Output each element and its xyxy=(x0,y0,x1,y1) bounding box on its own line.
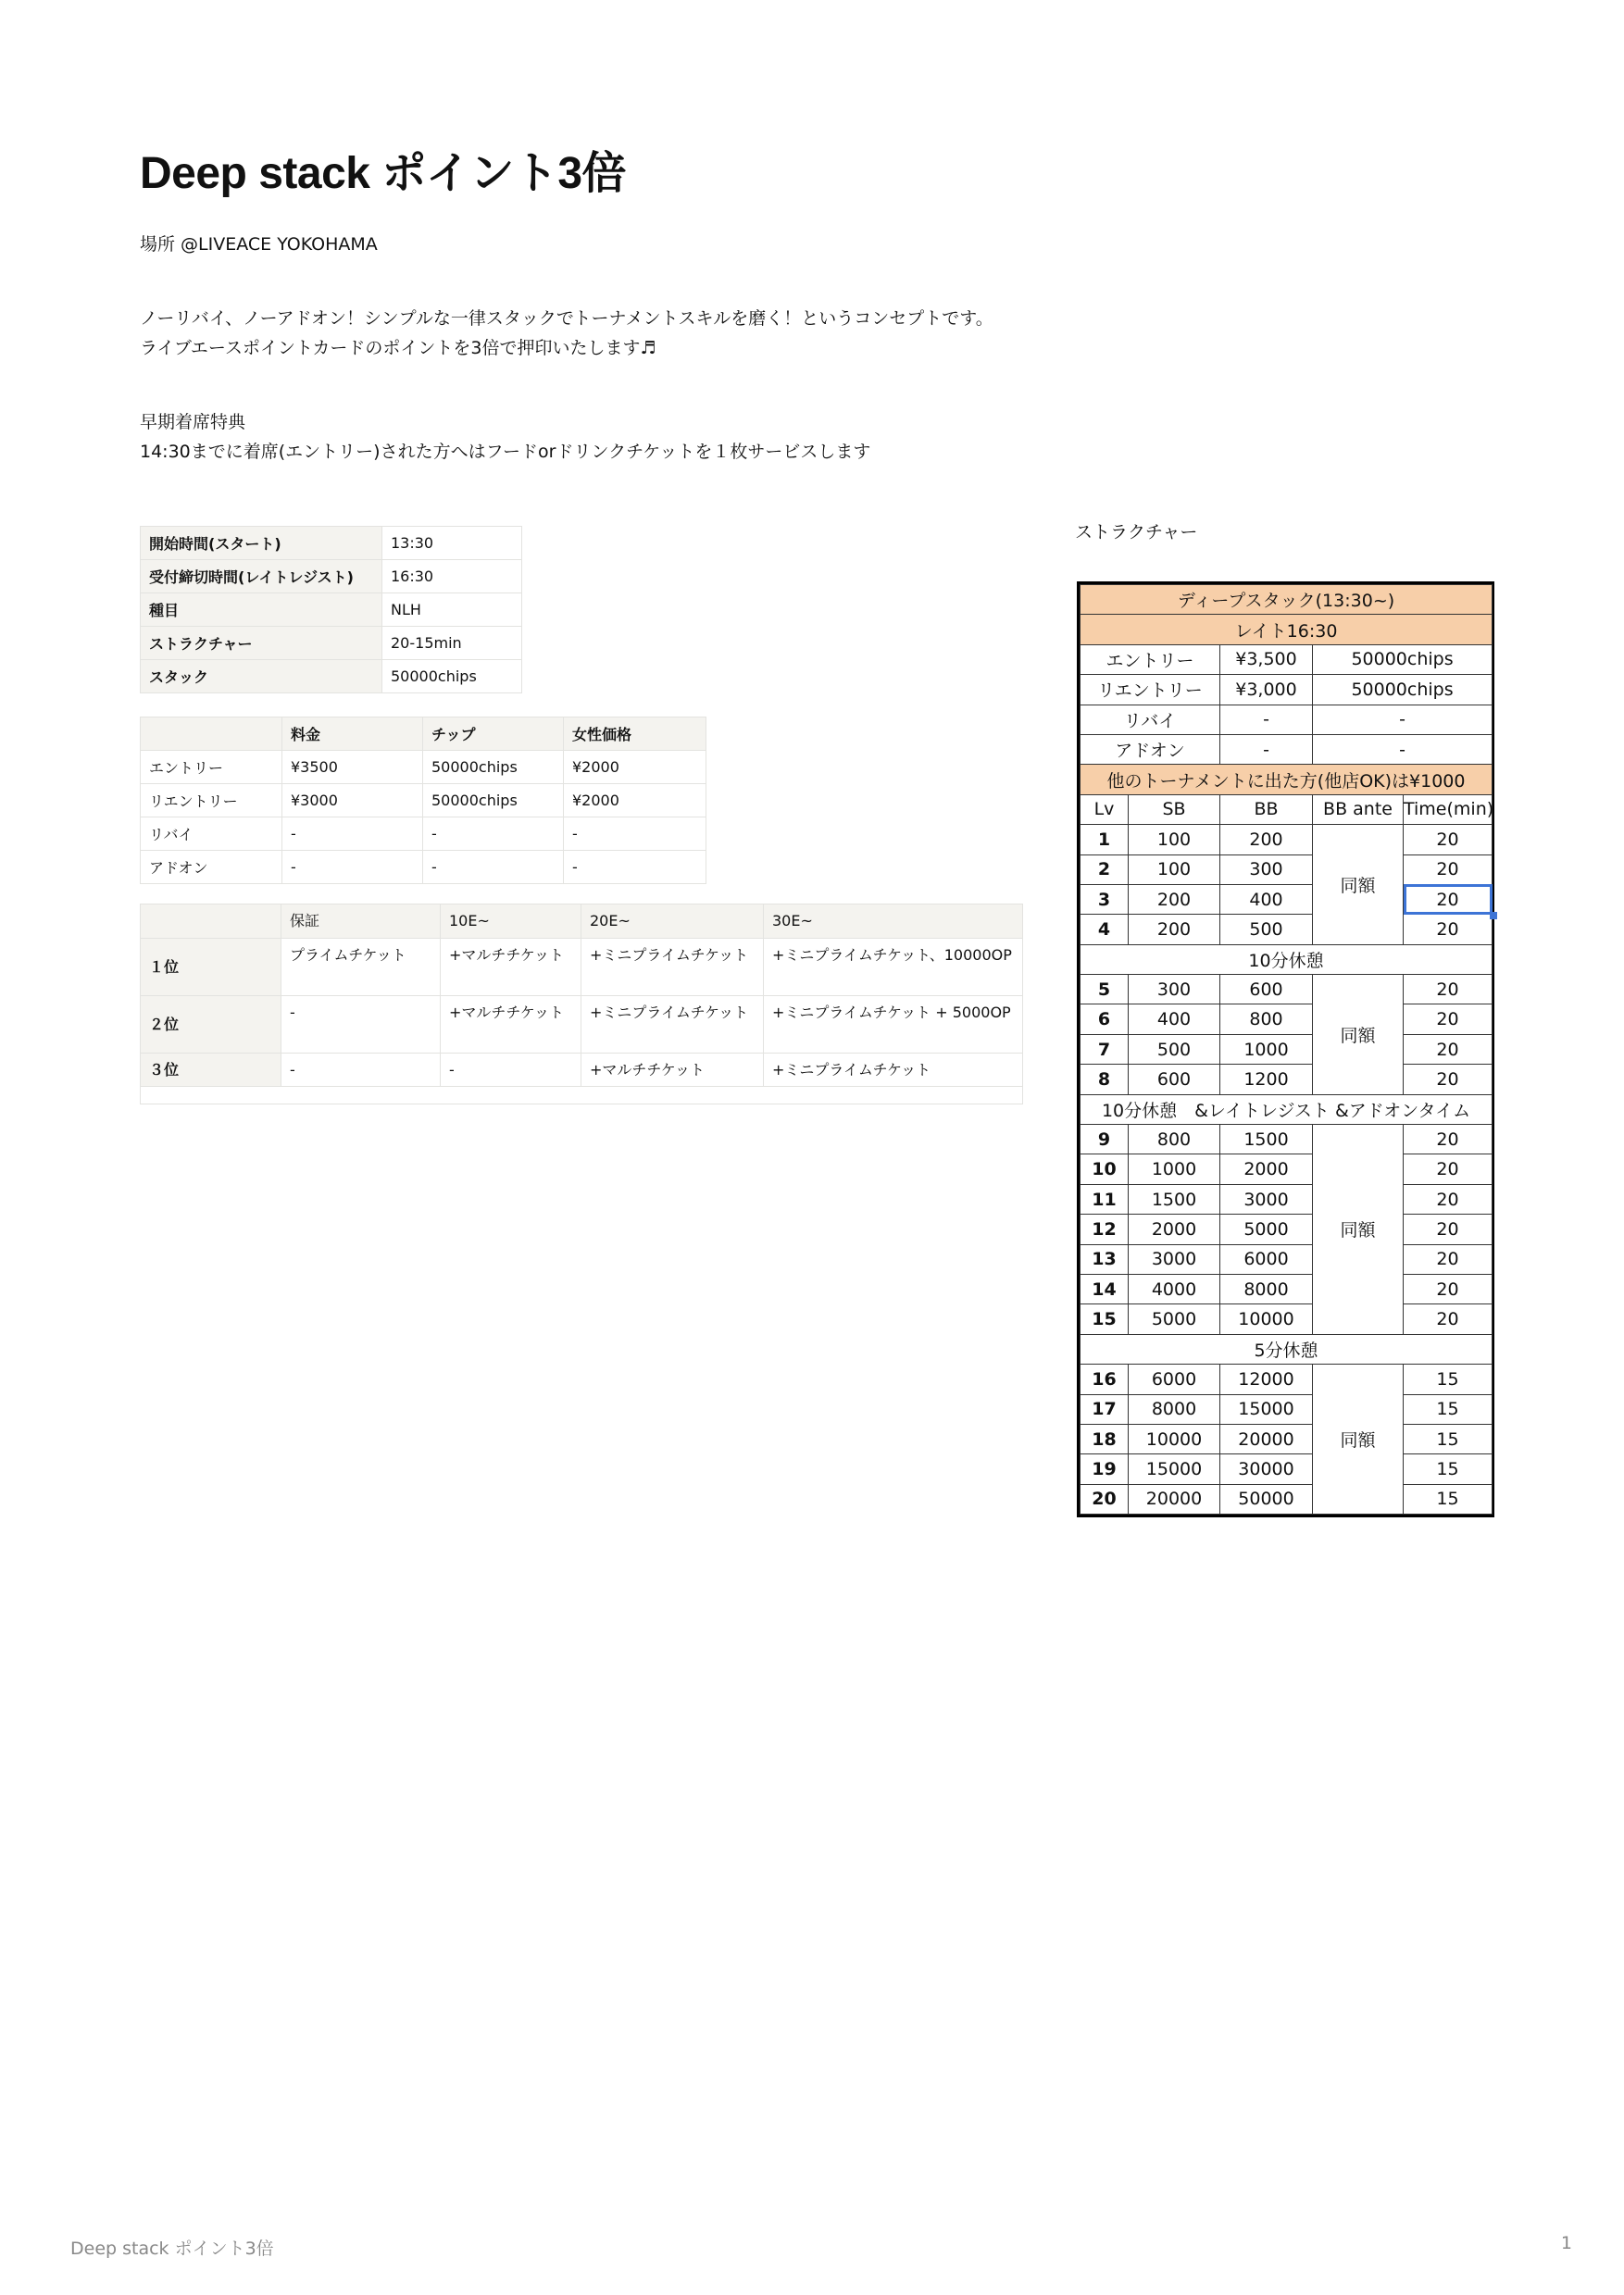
prize-spacer-row xyxy=(141,1087,1023,1104)
fee-cell: - xyxy=(282,851,423,884)
structure-fee-row xyxy=(1081,705,1493,734)
info-value: NLH xyxy=(382,593,522,627)
level-number: 19 xyxy=(1081,1454,1129,1484)
early-bonus-heading: 早期着席特典 xyxy=(140,412,246,432)
info-value: 50000chips xyxy=(382,660,522,693)
level-sb: 1500 xyxy=(1129,1184,1220,1214)
level-time: 20 xyxy=(1404,915,1493,944)
page-number: 1 xyxy=(1560,2233,1572,2253)
prize-table xyxy=(140,904,1023,1104)
tournament-info-table xyxy=(140,526,522,693)
level-number: 11 xyxy=(1081,1184,1129,1214)
prize-spacer xyxy=(141,1087,1023,1104)
level-sb: 200 xyxy=(1129,884,1220,914)
level-number: 13 xyxy=(1081,1244,1129,1274)
level-sb: 100 xyxy=(1129,825,1220,854)
prize-cell: +ミニプライムチケット、10000OP xyxy=(764,939,1023,996)
page-title: Deep stack ポイント3倍 xyxy=(140,149,627,198)
fee-row xyxy=(141,851,706,884)
structure-header-row xyxy=(1081,794,1493,824)
prize-cell: +ミニプライムチケット xyxy=(581,939,764,996)
fee-cell: - xyxy=(423,851,564,884)
fee-row xyxy=(141,817,706,851)
structure-fee-label: リエントリー xyxy=(1081,675,1220,705)
level-sb: 200 xyxy=(1129,915,1220,944)
level-time: 20 xyxy=(1404,1154,1493,1184)
fee-cell: - xyxy=(564,851,706,884)
level-bb-ante: 同額 xyxy=(1313,825,1404,945)
level-sb: 300 xyxy=(1129,975,1220,1004)
level-number: 7 xyxy=(1081,1034,1129,1064)
structure-level-row xyxy=(1081,1424,1493,1453)
footer-title: Deep stack ポイント3倍 xyxy=(70,2239,274,2259)
level-time: 20 xyxy=(1404,1004,1493,1034)
structure-fee-label: アドオン xyxy=(1081,734,1220,764)
structure-header-cell: BB ante xyxy=(1313,794,1404,824)
structure-fee-price: ¥3,000 xyxy=(1220,675,1313,705)
prize-cell: - xyxy=(281,1054,441,1087)
fee-cell: リエントリー xyxy=(141,784,282,817)
structure-title: ディープスタック(13:30~) xyxy=(1081,585,1493,615)
prize-header-cell: 保証 xyxy=(281,904,441,939)
level-number: 15 xyxy=(1081,1304,1129,1334)
level-sb: 8000 xyxy=(1129,1394,1220,1424)
fee-row xyxy=(141,751,706,784)
early-bonus xyxy=(140,407,870,467)
level-time: 20 xyxy=(1404,975,1493,1004)
fee-cell: - xyxy=(423,817,564,851)
structure-late-row xyxy=(1081,615,1493,644)
prize-row xyxy=(141,1054,1023,1087)
prize-header-cell: 30E~ xyxy=(764,904,1023,939)
structure-break: 10分休憩 &レイトレジスト &アドオンタイム xyxy=(1081,1094,1493,1124)
level-time: 20 xyxy=(1404,1065,1493,1094)
fee-row xyxy=(141,784,706,817)
level-sb: 800 xyxy=(1129,1125,1220,1154)
level-number: 17 xyxy=(1081,1394,1129,1424)
info-value: 20-15min xyxy=(382,627,522,660)
structure-break-row xyxy=(1081,944,1493,974)
level-bb-ante: 同額 xyxy=(1313,1365,1404,1515)
structure-sheet xyxy=(1077,581,1494,1517)
structure-level-row xyxy=(1081,1034,1493,1064)
description-line: ライブエースポイントカードのポイントを3倍で押印いたします♬ xyxy=(140,338,656,358)
structure-level-row xyxy=(1081,1304,1493,1334)
level-number: 4 xyxy=(1081,915,1129,944)
level-number: 10 xyxy=(1081,1154,1129,1184)
prize-cell: +ミニプライムチケット xyxy=(764,1054,1023,1087)
structure-label: ストラクチャー xyxy=(1075,522,1198,543)
structure-level-row xyxy=(1081,1274,1493,1303)
level-time: 20 xyxy=(1404,854,1493,884)
level-sb: 400 xyxy=(1129,1004,1220,1034)
level-sb: 5000 xyxy=(1129,1304,1220,1334)
structure-level-row xyxy=(1081,1215,1493,1244)
level-bb: 300 xyxy=(1220,854,1313,884)
structure-header-cell: Time(min) xyxy=(1404,794,1493,824)
level-time: 20 xyxy=(1404,1125,1493,1154)
level-bb: 20000 xyxy=(1220,1424,1313,1453)
level-number: 20 xyxy=(1081,1484,1129,1514)
level-time: 20 xyxy=(1404,1184,1493,1214)
structure-level-row xyxy=(1081,1125,1493,1154)
structure-level-row xyxy=(1081,1244,1493,1274)
fee-cell: ¥2000 xyxy=(564,751,706,784)
structure-table xyxy=(1080,584,1493,1515)
description xyxy=(140,304,993,363)
level-bb: 800 xyxy=(1220,1004,1313,1034)
level-bb: 600 xyxy=(1220,975,1313,1004)
prize-row xyxy=(141,939,1023,996)
structure-fee-label: エントリー xyxy=(1081,644,1220,674)
prize-rank: ３位 xyxy=(141,1054,281,1087)
info-row xyxy=(141,560,522,593)
fee-cell: 50000chips xyxy=(423,751,564,784)
level-time: 20 xyxy=(1404,1215,1493,1244)
fee-cell: - xyxy=(564,817,706,851)
prize-header-row xyxy=(141,904,1023,939)
structure-break-row xyxy=(1081,1334,1493,1364)
level-bb: 10000 xyxy=(1220,1304,1313,1334)
prize-cell: - xyxy=(281,996,441,1054)
level-sb: 15000 xyxy=(1129,1454,1220,1484)
level-sb: 2000 xyxy=(1129,1215,1220,1244)
level-time: 15 xyxy=(1404,1484,1493,1514)
early-bonus-text: 14:30までに着席(エントリー)された方へはフードorドリンクチケットを１枚サービスします xyxy=(140,442,871,462)
structure-level-row xyxy=(1081,854,1493,884)
structure-level-row xyxy=(1081,1065,1493,1094)
level-bb: 500 xyxy=(1220,915,1313,944)
info-value: 16:30 xyxy=(382,560,522,593)
prize-cell: +ミニプライムチケット xyxy=(581,996,764,1054)
level-time: 15 xyxy=(1404,1424,1493,1453)
level-bb-ante: 同額 xyxy=(1313,1125,1404,1335)
fee-header-row xyxy=(141,717,706,751)
level-bb: 1200 xyxy=(1220,1065,1313,1094)
structure-fee-price: - xyxy=(1220,734,1313,764)
level-bb: 200 xyxy=(1220,825,1313,854)
structure-title-row xyxy=(1081,585,1493,615)
level-time: 20 xyxy=(1404,884,1493,914)
level-number: 14 xyxy=(1081,1274,1129,1303)
level-time: 20 xyxy=(1404,1034,1493,1064)
level-number: 18 xyxy=(1081,1424,1129,1453)
prize-cell: +マルチチケット xyxy=(581,1054,764,1087)
structure-level-row xyxy=(1081,1484,1493,1514)
structure-level-row xyxy=(1081,825,1493,854)
structure-level-row xyxy=(1081,1394,1493,1424)
level-time: 20 xyxy=(1404,825,1493,854)
structure-fee-chips: - xyxy=(1313,705,1493,734)
structure-level-row xyxy=(1081,1004,1493,1034)
level-number: 3 xyxy=(1081,884,1129,914)
level-bb: 1000 xyxy=(1220,1034,1313,1064)
fee-cell: ¥2000 xyxy=(564,784,706,817)
level-bb: 15000 xyxy=(1220,1394,1313,1424)
structure-fee-chips: 50000chips xyxy=(1313,675,1493,705)
prize-header-cell: 10E~ xyxy=(441,904,581,939)
structure-level-row xyxy=(1081,975,1493,1004)
structure-header-cell: BB xyxy=(1220,794,1313,824)
structure-level-row xyxy=(1081,1184,1493,1214)
prize-row xyxy=(141,996,1023,1054)
prize-header-cell: 20E~ xyxy=(581,904,764,939)
info-label: 受付締切時間(レイトレジスト) xyxy=(141,560,382,593)
structure-late: レイト16:30 xyxy=(1081,615,1493,644)
level-time: 20 xyxy=(1404,1274,1493,1303)
prize-header-cell xyxy=(141,904,281,939)
level-number: 2 xyxy=(1081,854,1129,884)
structure-fee-chips: - xyxy=(1313,734,1493,764)
structure-break: 10分休憩 xyxy=(1081,944,1493,974)
fee-cell: 50000chips xyxy=(423,784,564,817)
structure-level-row xyxy=(1081,1365,1493,1394)
prize-cell: +マルチチケット xyxy=(441,939,581,996)
structure-level-row xyxy=(1081,1454,1493,1484)
level-bb: 50000 xyxy=(1220,1484,1313,1514)
prize-cell: +ミニプライムチケット + 5000OP xyxy=(764,996,1023,1054)
level-bb: 2000 xyxy=(1220,1154,1313,1184)
level-bb: 3000 xyxy=(1220,1184,1313,1214)
level-sb: 3000 xyxy=(1129,1244,1220,1274)
prize-rank: １位 xyxy=(141,939,281,996)
structure-level-row xyxy=(1081,915,1493,944)
fee-cell: ¥3000 xyxy=(282,784,423,817)
level-sb: 600 xyxy=(1129,1065,1220,1094)
level-bb: 6000 xyxy=(1220,1244,1313,1274)
structure-other-note-row xyxy=(1081,765,1493,794)
fee-cell: リバイ xyxy=(141,817,282,851)
level-number: 8 xyxy=(1081,1065,1129,1094)
level-number: 6 xyxy=(1081,1004,1129,1034)
info-row xyxy=(141,627,522,660)
level-sb: 500 xyxy=(1129,1034,1220,1064)
level-bb: 12000 xyxy=(1220,1365,1313,1394)
structure-fee-chips: 50000chips xyxy=(1313,644,1493,674)
level-bb: 400 xyxy=(1220,884,1313,914)
info-label: 開始時間(スタート) xyxy=(141,527,382,560)
description-line: ノーリバイ、ノーアドオン！シンプルな一律スタックでトーナメントスキルを磨く！というコンセプトです。 xyxy=(140,308,993,329)
fee-cell: アドオン xyxy=(141,851,282,884)
level-sb: 4000 xyxy=(1129,1274,1220,1303)
fee-header-cell xyxy=(141,717,282,751)
structure-fee-price: ¥3,500 xyxy=(1220,644,1313,674)
structure-break-row xyxy=(1081,1094,1493,1124)
fee-cell: - xyxy=(282,817,423,851)
level-number: 9 xyxy=(1081,1125,1129,1154)
fee-cell: エントリー xyxy=(141,751,282,784)
level-bb: 1500 xyxy=(1220,1125,1313,1154)
level-sb: 100 xyxy=(1129,854,1220,884)
fee-cell: ¥3500 xyxy=(282,751,423,784)
level-time: 15 xyxy=(1404,1394,1493,1424)
structure-fee-row xyxy=(1081,734,1493,764)
prize-cell: +マルチチケット xyxy=(441,996,581,1054)
level-number: 1 xyxy=(1081,825,1129,854)
level-sb: 1000 xyxy=(1129,1154,1220,1184)
location-text: 場所 @LIVEACE YOKOHAMA xyxy=(140,234,378,255)
level-sb: 10000 xyxy=(1129,1424,1220,1453)
level-time: 15 xyxy=(1404,1365,1493,1394)
info-row xyxy=(141,593,522,627)
info-row xyxy=(141,660,522,693)
info-label: ストラクチャー xyxy=(141,627,382,660)
prize-rank: ２位 xyxy=(141,996,281,1054)
structure-break: 5分休憩 xyxy=(1081,1334,1493,1364)
level-bb: 5000 xyxy=(1220,1215,1313,1244)
structure-header-cell: Lv xyxy=(1081,794,1129,824)
level-time: 20 xyxy=(1404,1304,1493,1334)
level-bb: 8000 xyxy=(1220,1274,1313,1303)
structure-other-note: 他のトーナメントに出た方(他店OK)は¥1000 xyxy=(1081,765,1493,794)
structure-fee-row xyxy=(1081,644,1493,674)
structure-level-row xyxy=(1081,1154,1493,1184)
info-label: 種目 xyxy=(141,593,382,627)
level-sb: 6000 xyxy=(1129,1365,1220,1394)
prize-cell: - xyxy=(441,1054,581,1087)
fee-header-cell: 女性価格 xyxy=(564,717,706,751)
level-number: 5 xyxy=(1081,975,1129,1004)
level-bb-ante: 同額 xyxy=(1313,975,1404,1095)
info-value: 13:30 xyxy=(382,527,522,560)
level-time: 15 xyxy=(1404,1454,1493,1484)
structure-level-row xyxy=(1081,884,1493,914)
level-number: 16 xyxy=(1081,1365,1129,1394)
prize-cell: プライムチケット xyxy=(281,939,441,996)
structure-fee-row xyxy=(1081,675,1493,705)
level-bb: 30000 xyxy=(1220,1454,1313,1484)
level-number: 12 xyxy=(1081,1215,1129,1244)
structure-fee-label: リバイ xyxy=(1081,705,1220,734)
level-time: 20 xyxy=(1404,1244,1493,1274)
info-row xyxy=(141,527,522,560)
level-sb: 20000 xyxy=(1129,1484,1220,1514)
info-label: スタック xyxy=(141,660,382,693)
fee-header-cell: 料金 xyxy=(282,717,423,751)
structure-fee-price: - xyxy=(1220,705,1313,734)
fee-header-cell: チップ xyxy=(423,717,564,751)
structure-header-cell: SB xyxy=(1129,794,1220,824)
fee-table xyxy=(140,717,706,884)
